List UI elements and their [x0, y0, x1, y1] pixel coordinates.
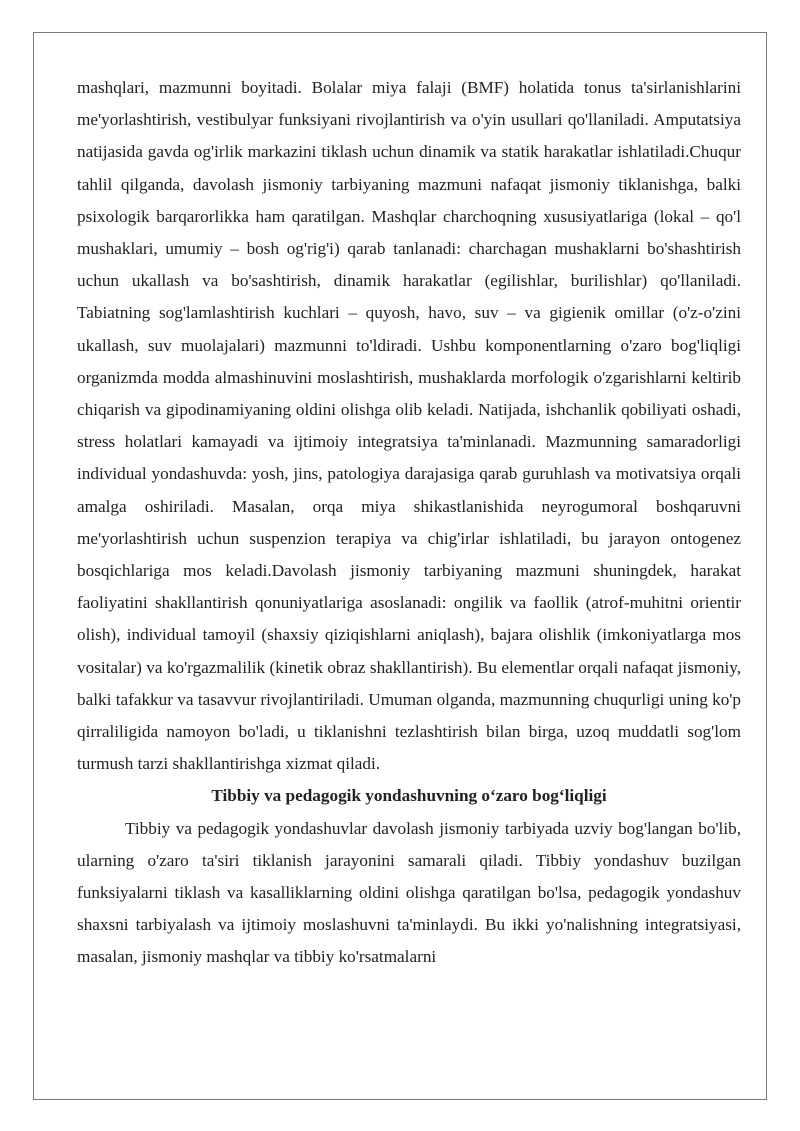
body-paragraph: mashqlari, mazmunni boyitadi. Bolalar miya falaji (BMF) holatida tonus ta'sirlanishlarini me'yorlashtirish, vestibulyar funksiyani rivojlantirish va o'yin usullari qo'llaniladi. Amputatsiya natijasida gavda og'irlik markazini tiklash uchun dinamik va statik harakatlar ishlatiladi.Chuqur tahlil qilganda, davolash jismoniy tarbiyaning mazmuni nafaqat jismoniy tiklanishga, balki psixologik barqarorlikka ham qaratilgan. Mashqlar charchoqning xususiyatlariga (lokal – qo'l mushaklari, umumiy – bosh og'rig'i) qarab tanlanadi: charchagan mushaklarni bo'shashtirish uchun ukallash va bo'sashtirish, dinamik harakatlar (egilishlar, burilishlar) qo'llaniladi. Tabiatning sog'lamlashtirish kuchlari – quyosh, havo, suv – va gigienik omillar (o'z-o'zini ukallash, suv muolajalari) mazmunni to'ldiradi. Ushbu komponentlarning o'zaro bog'liqligi organizmda modda almashinuvini moslashtirish, mushaklarda morfologik o'zgarishlarni keltirib chiqarish va gipodinamiyaning oldini olishga olib keladi. Natijada, ishchanlik qobiliyati oshadi, stress holatlari kamayadi va ijtimoiy integratsiya ta'minlanadi. Mazmunning samaradorligi individual yondashuvda: yosh, jins, patologiya darajasiga qarab guruhlash va motivatsiya orqali amalga oshiriladi. Masalan, orqa miya shikastlanishida neyrogumoral boshqaruvni me'yorlashtirish uchun suspenzion terapiya va chig'irlar ishlatiladi, bu jarayon ontogenez bosqichlariga mos keladi.Davolash jismoniy tarbiyaning mazmuni shuningdek, harakat faoliyatini shakllantirish qonuniyatlariga asoslanadi: ongilik va faollik (atrof-muhitni orientir olish), individual tamoyil (shaxsiy qiziqishlarni aniqlash), bajara olishlik (imkoniyatlarga mos vositalar) va ko'rgazmalilik (kinetik obraz shakllantirish). Bu elementlar orqali nafaqat jismoniy, balki tafakkur va tasavvur rivojlantiriladi. Umuman olganda, mazmunning chuqurligi uning ko'p qirraliligida namoyon bo'ladi, u tiklanishni tezlashtirish bilan birga, uzoq muddatli sog'lom turmush tarzi shakllantirishga xizmat qiladi.	[77, 78, 741, 774]
body-paragraph: Tibbiy va pedagogik yondashuvlar davolash jismoniy tarbiyada uzviy bog'langan bo'lib, ularning o'zaro ta'siri tiklanish jarayonini samarali qiladi. Tibbiy yondashuv buzilgan funksiyalarni tiklash va kasalliklarning oldini olishga qaratilgan bo'lsa, pedagogik yondashuv shaxsni tarbiyalash va ijtimoiy moslashuvni ta'minlaydi. Bu ikki yo'nalishning integratsiyasi, masalan, jismoniy mashqlar va tibbiy ko'rsatmalarni	[77, 818, 741, 967]
document-body	[77, 72, 741, 974]
section-heading: Tibbiy va pedagogik yondashuvning o‘zaro bog‘liqligi	[211, 786, 607, 806]
